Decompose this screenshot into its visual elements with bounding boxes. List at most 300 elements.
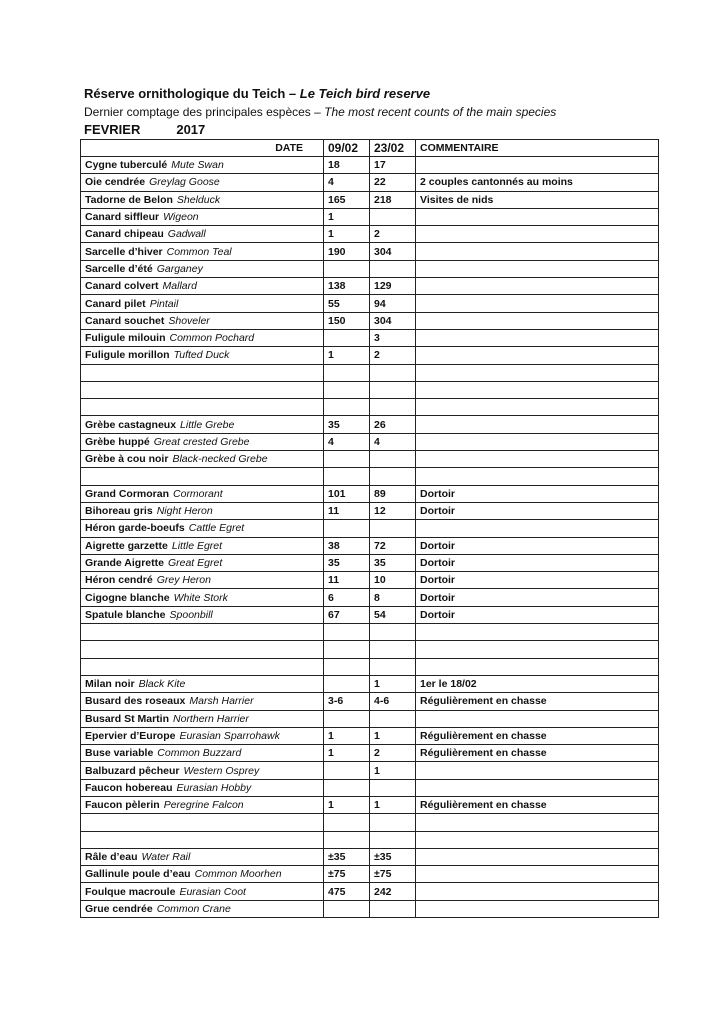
count-date2-cell (370, 641, 416, 658)
species-name-cell (81, 624, 324, 641)
species-name-cell (81, 312, 324, 329)
species-english-name: Tufted Duck (173, 349, 230, 362)
species-english-name: Common Pochard (169, 332, 255, 345)
count-date1-cell: 101 (324, 485, 370, 502)
count-date2-cell: 2 (370, 226, 416, 243)
table-row (81, 537, 659, 554)
count-date2-cell: 1 (370, 675, 416, 692)
species-english-name: Water Rail (141, 851, 191, 864)
species-english-name: Marsh Harrier (189, 695, 254, 708)
species-name-cell (81, 745, 324, 762)
species-english-name: Greylag Goose (149, 176, 220, 189)
count-date2-cell: 8 (370, 589, 416, 606)
count-date1-cell: 55 (324, 295, 370, 312)
count-date1-cell: 1 (324, 347, 370, 364)
table-row (81, 399, 659, 416)
count-date1-cell: 138 (324, 278, 370, 295)
species-english-name: Peregrine Falcon (163, 799, 244, 812)
species-french-name: Canard pilet (85, 297, 146, 310)
species-french-name: Sarcelle d’hiver (85, 245, 163, 258)
comment-cell (416, 278, 659, 295)
table-row (81, 658, 659, 675)
species-english-name: Black Kite (138, 678, 186, 691)
comment-cell (416, 641, 659, 658)
subtitle-english: The most recent counts of the main species (324, 105, 557, 119)
year-label: 2017 (176, 122, 206, 137)
count-date1-cell (324, 710, 370, 727)
count-date2-cell (370, 900, 416, 917)
comment-column-header: COMMENTAIRE (416, 140, 659, 157)
count-date1-cell: ±35 (324, 848, 370, 865)
table-row (81, 554, 659, 571)
count-date2-cell: 10 (370, 572, 416, 589)
count-date1-cell: 1 (324, 745, 370, 762)
count-date2-cell: 2 (370, 347, 416, 364)
table-row (81, 814, 659, 831)
count-date2-cell (370, 399, 416, 416)
species-name-cell (81, 295, 324, 312)
comment-cell (416, 831, 659, 848)
count-date1-cell (324, 641, 370, 658)
species-french-name: Tadorne de Belon (85, 193, 173, 206)
comment-cell (416, 416, 659, 433)
count-date2-cell: 26 (370, 416, 416, 433)
table-row (81, 208, 659, 225)
count-date1-cell (324, 364, 370, 381)
species-english-name: Common Crane (156, 902, 231, 915)
date2-column-header: 23/02 (370, 140, 416, 157)
comment-cell (416, 848, 659, 865)
comment-cell (416, 260, 659, 277)
species-french-name: Grue cendrée (85, 902, 153, 915)
count-date1-cell: 11 (324, 572, 370, 589)
species-english-name: Pintail (149, 297, 179, 310)
count-date1-cell (324, 381, 370, 398)
count-date1-cell: 4 (324, 433, 370, 450)
species-name-cell (81, 727, 324, 744)
document-header (84, 85, 644, 138)
species-name-cell (81, 693, 324, 710)
comment-cell: Dortoir (416, 485, 659, 502)
table-row (81, 831, 659, 848)
count-date1-cell: 165 (324, 191, 370, 208)
count-date1-cell: 35 (324, 416, 370, 433)
table-row (81, 468, 659, 485)
count-date1-cell: 67 (324, 606, 370, 623)
species-name-cell (81, 208, 324, 225)
species-french-name: Buse variable (85, 747, 154, 760)
comment-cell (416, 157, 659, 174)
species-french-name: Canard colvert (85, 280, 159, 293)
comment-cell: Dortoir (416, 554, 659, 571)
species-name-cell (81, 606, 324, 623)
count-date1-cell (324, 675, 370, 692)
species-english-name: Common Teal (166, 245, 232, 258)
comment-cell (416, 779, 659, 796)
table-row (81, 589, 659, 606)
table-row (81, 243, 659, 260)
species-french-name: Bihoreau gris (85, 505, 153, 518)
species-english-name: Common Buzzard (157, 747, 242, 760)
comment-cell: 2 couples cantonnés au moins (416, 174, 659, 191)
comment-cell (416, 329, 659, 346)
comment-cell (416, 381, 659, 398)
species-english-name: Little Grebe (180, 418, 235, 431)
species-french-name: Fuligule morillon (85, 349, 170, 362)
species-name-cell (81, 779, 324, 796)
count-date2-cell (370, 520, 416, 537)
comment-cell (416, 520, 659, 537)
count-date1-cell: 11 (324, 502, 370, 519)
table-row (81, 329, 659, 346)
count-date2-cell: 35 (370, 554, 416, 571)
count-date2-cell (370, 779, 416, 796)
species-name-cell (81, 433, 324, 450)
comment-cell (416, 451, 659, 468)
count-date1-cell: 190 (324, 243, 370, 260)
table-row (81, 900, 659, 917)
count-date1-cell: 38 (324, 537, 370, 554)
species-name-cell (81, 831, 324, 848)
species-name-cell (81, 381, 324, 398)
count-date1-cell: 3-6 (324, 693, 370, 710)
species-french-name: Grand Cormoran (85, 487, 170, 500)
species-french-name: Canard siffleur (85, 211, 160, 224)
table-row (81, 226, 659, 243)
table-row (81, 848, 659, 865)
table-body (81, 140, 659, 918)
comment-cell: Dortoir (416, 502, 659, 519)
species-name-cell (81, 589, 324, 606)
count-date1-cell (324, 399, 370, 416)
count-date1-cell (324, 814, 370, 831)
species-name-cell (81, 572, 324, 589)
species-name-cell (81, 226, 324, 243)
title-english: Le Teich bird reserve (299, 86, 431, 101)
count-date2-cell: 3 (370, 329, 416, 346)
species-french-name: Balbuzard pêcheur (85, 764, 180, 777)
species-french-name: Busard des roseaux (85, 695, 186, 708)
table-row (81, 796, 659, 813)
count-date2-cell (370, 658, 416, 675)
species-french-name: Fuligule milouin (85, 332, 166, 345)
count-date2-cell: 94 (370, 295, 416, 312)
comment-cell: Dortoir (416, 537, 659, 554)
species-french-name: Grèbe castagneux (85, 418, 177, 431)
species-english-name: Shelduck (176, 193, 221, 206)
count-date1-cell (324, 451, 370, 468)
species-name-cell (81, 900, 324, 917)
count-date2-cell: 304 (370, 312, 416, 329)
count-date1-cell (324, 900, 370, 917)
table-row (81, 727, 659, 744)
species-name-cell (81, 451, 324, 468)
species-name-cell (81, 537, 324, 554)
comment-cell (416, 208, 659, 225)
species-name-cell (81, 866, 324, 883)
species-french-name: Grande Aigrette (85, 556, 164, 569)
species-name-cell (81, 278, 324, 295)
count-date1-cell (324, 468, 370, 485)
count-date2-cell: 2 (370, 745, 416, 762)
count-date1-cell: 150 (324, 312, 370, 329)
table-row (81, 157, 659, 174)
species-name-cell (81, 658, 324, 675)
count-date1-cell: 6 (324, 589, 370, 606)
species-french-name: Faucon pèlerin (85, 799, 160, 812)
species-name-cell (81, 364, 324, 381)
count-date2-cell: 17 (370, 157, 416, 174)
species-name-cell (81, 260, 324, 277)
table-row (81, 520, 659, 537)
count-date2-cell (370, 831, 416, 848)
count-date1-cell: 1 (324, 796, 370, 813)
species-name-cell (81, 416, 324, 433)
count-date2-cell: 12 (370, 502, 416, 519)
comment-cell: Visites de nids (416, 191, 659, 208)
species-french-name: Aigrette garzette (85, 539, 168, 552)
count-date2-cell: 129 (370, 278, 416, 295)
species-english-name: Black-necked Grebe (172, 453, 268, 466)
species-english-name: Spoonbill (169, 608, 213, 621)
species-name-cell (81, 399, 324, 416)
species-english-name: Northern Harrier (173, 712, 249, 725)
count-date2-cell (370, 814, 416, 831)
comment-cell (416, 295, 659, 312)
count-date2-cell: ±35 (370, 848, 416, 865)
count-date2-cell: 1 (370, 762, 416, 779)
count-date2-cell: 1 (370, 796, 416, 813)
species-english-name: Mute Swan (171, 159, 224, 172)
species-name-cell (81, 243, 324, 260)
count-date2-cell (370, 468, 416, 485)
count-date1-cell: 1 (324, 208, 370, 225)
comment-cell (416, 399, 659, 416)
count-date2-cell: 89 (370, 485, 416, 502)
species-french-name: Canard chipeau (85, 228, 164, 241)
table-row (81, 745, 659, 762)
comment-cell (416, 866, 659, 883)
page-title (84, 85, 644, 102)
species-french-name: Epervier d’Europe (85, 729, 176, 742)
comment-cell (416, 710, 659, 727)
species-name-cell (81, 347, 324, 364)
species-french-name: Spatule blanche (85, 608, 166, 621)
table-row (81, 278, 659, 295)
species-name-cell (81, 329, 324, 346)
species-french-name: Héron garde-boeufs (85, 522, 185, 535)
species-french-name: Cygne tuberculé (85, 159, 168, 172)
count-date2-cell: 4-6 (370, 693, 416, 710)
count-date1-cell (324, 329, 370, 346)
species-english-name: Gadwall (167, 228, 206, 241)
species-name-cell (81, 468, 324, 485)
species-name-cell (81, 883, 324, 900)
table-row (81, 451, 659, 468)
count-date1-cell: 1 (324, 727, 370, 744)
title-french: Réserve ornithologique du Teich – (84, 86, 297, 101)
count-date2-cell (370, 624, 416, 641)
table-row (81, 260, 659, 277)
page-subtitle (84, 104, 644, 120)
comment-cell (416, 433, 659, 450)
species-name-cell (81, 554, 324, 571)
count-date1-cell: ±75 (324, 866, 370, 883)
species-english-name: Shoveler (168, 314, 210, 327)
count-date2-cell: 4 (370, 433, 416, 450)
species-name-cell (81, 520, 324, 537)
table-row (81, 416, 659, 433)
species-french-name: Grèbe huppé (85, 435, 150, 448)
species-english-name: Garganey (156, 262, 203, 275)
table-row (81, 710, 659, 727)
count-date2-cell: 54 (370, 606, 416, 623)
comment-cell (416, 364, 659, 381)
species-french-name: Busard St Martin (85, 712, 170, 725)
species-name-cell (81, 796, 324, 813)
table-row (81, 364, 659, 381)
species-name-cell (81, 174, 324, 191)
date1-column-header: 09/02 (324, 140, 370, 157)
comment-cell (416, 312, 659, 329)
table-row (81, 312, 659, 329)
count-date2-cell (370, 381, 416, 398)
species-name-cell (81, 641, 324, 658)
count-date2-cell (370, 710, 416, 727)
comment-cell (416, 468, 659, 485)
table-row (81, 883, 659, 900)
table-row (81, 641, 659, 658)
comment-cell: 1er le 18/02 (416, 675, 659, 692)
comment-cell: Régulièrement en chasse (416, 745, 659, 762)
species-english-name: Eurasian Sparrohawk (179, 729, 280, 742)
table-row (81, 174, 659, 191)
comment-cell (416, 658, 659, 675)
subtitle-french: Dernier comptage des principales espèces – (84, 105, 321, 119)
species-english-name: Great crested Grebe (153, 435, 250, 448)
table-row (81, 624, 659, 641)
comment-cell (416, 243, 659, 260)
count-date1-cell: 18 (324, 157, 370, 174)
count-date1-cell: 4 (324, 174, 370, 191)
comment-cell: Régulièrement en chasse (416, 796, 659, 813)
count-date2-cell: ±75 (370, 866, 416, 883)
table-row (81, 191, 659, 208)
count-date2-cell: 218 (370, 191, 416, 208)
table-row (81, 502, 659, 519)
species-name-cell (81, 814, 324, 831)
species-french-name: Cigogne blanche (85, 591, 170, 604)
count-date2-cell: 242 (370, 883, 416, 900)
comment-cell (416, 624, 659, 641)
count-date1-cell (324, 762, 370, 779)
species-english-name: Night Heron (156, 505, 213, 518)
species-french-name: Gallinule poule d’eau (85, 868, 191, 881)
comment-cell: Régulièrement en chasse (416, 693, 659, 710)
count-date1-cell: 35 (324, 554, 370, 571)
count-date2-cell (370, 364, 416, 381)
date-column-label: DATE (81, 140, 324, 157)
species-french-name: Canard souchet (85, 314, 165, 327)
table-row (81, 779, 659, 796)
species-count-table (80, 139, 659, 918)
comment-cell (416, 883, 659, 900)
count-date2-cell (370, 260, 416, 277)
comment-cell (416, 900, 659, 917)
species-name-cell (81, 485, 324, 502)
table-row (81, 347, 659, 364)
comment-cell (416, 814, 659, 831)
table-row (81, 295, 659, 312)
species-english-name: Great Egret (167, 556, 223, 569)
species-english-name: Eurasian Hobby (176, 781, 252, 794)
species-name-cell (81, 710, 324, 727)
table-header-row (81, 140, 659, 157)
species-french-name: Milan noir (85, 678, 135, 691)
species-english-name: Cormorant (173, 487, 223, 500)
table-row (81, 381, 659, 398)
species-french-name: Grèbe à cou noir (85, 453, 169, 466)
species-english-name: Western Osprey (183, 764, 260, 777)
species-english-name: Mallard (162, 280, 197, 293)
species-french-name: Faucon hobereau (85, 781, 173, 794)
count-date2-cell: 1 (370, 727, 416, 744)
species-french-name: Oie cendrée (85, 176, 146, 189)
count-date2-cell (370, 208, 416, 225)
species-french-name: Sarcelle d’été (85, 262, 153, 275)
table-row (81, 693, 659, 710)
count-date1-cell (324, 779, 370, 796)
table-row (81, 433, 659, 450)
count-date1-cell: 1 (324, 226, 370, 243)
comment-cell (416, 762, 659, 779)
species-english-name: Common Moorhen (194, 868, 282, 881)
species-name-cell (81, 157, 324, 174)
species-english-name: Little Egret (171, 539, 223, 552)
comment-cell (416, 226, 659, 243)
comment-cell (416, 347, 659, 364)
species-french-name: Héron cendré (85, 574, 153, 587)
table-row (81, 866, 659, 883)
period-label (84, 122, 644, 138)
table-row (81, 675, 659, 692)
comment-cell: Dortoir (416, 589, 659, 606)
count-date2-cell: 304 (370, 243, 416, 260)
species-name-cell (81, 762, 324, 779)
count-date1-cell: 475 (324, 883, 370, 900)
species-name-cell (81, 848, 324, 865)
table-row (81, 762, 659, 779)
count-date1-cell (324, 831, 370, 848)
count-date1-cell (324, 658, 370, 675)
species-english-name: White Stork (173, 591, 228, 604)
count-date1-cell (324, 520, 370, 537)
table-row (81, 485, 659, 502)
month-label: FEVRIER (84, 122, 141, 137)
count-date1-cell (324, 624, 370, 641)
table-row (81, 606, 659, 623)
species-english-name: Grey Heron (156, 574, 211, 587)
species-english-name: Wigeon (163, 211, 199, 224)
species-name-cell (81, 191, 324, 208)
species-english-name: Cattle Egret (188, 522, 245, 535)
comment-cell: Régulièrement en chasse (416, 727, 659, 744)
species-french-name: Râle d’eau (85, 851, 138, 864)
species-name-cell (81, 675, 324, 692)
table-row (81, 572, 659, 589)
count-date2-cell: 22 (370, 174, 416, 191)
species-french-name: Foulque macroule (85, 885, 176, 898)
